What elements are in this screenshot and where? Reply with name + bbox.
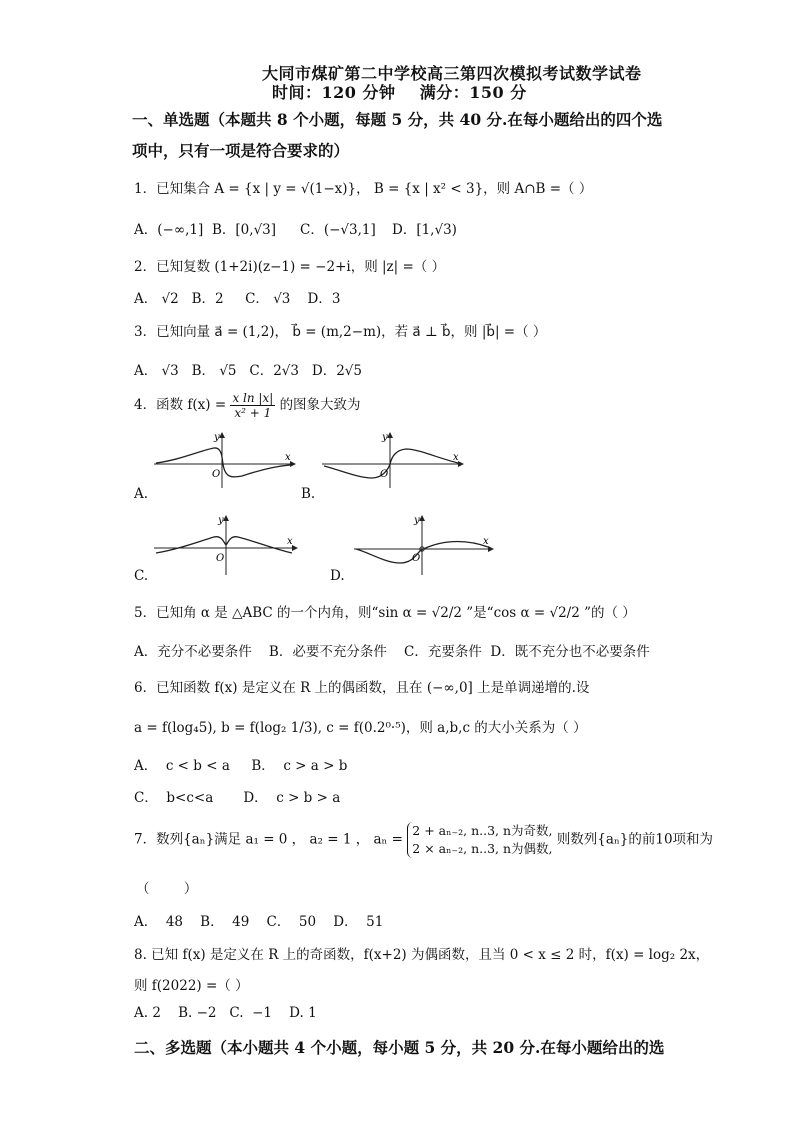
q4-label-b: B. xyxy=(301,486,316,502)
q4-d-x-label: x xyxy=(483,536,489,547)
q1-option-b: B．[0,√3] xyxy=(212,222,277,238)
q7-piecewise xyxy=(407,822,552,858)
q3-stem: 3．已知向量 a⃗ = (1,2)， b⃗ = (m,2−m)，若 a⃗ ⊥ b⃗，则 |b⃗| =（ ） xyxy=(134,324,547,340)
q7-stem-suffix: 则数列{aₙ}的前10项和为 xyxy=(556,831,714,848)
q4-label-c: C. xyxy=(134,568,149,584)
q6-stem-line2: a = f(log₄5), b = f(log₂ 1/3), c = f(0.2⁰·⁵)，则 a,b,c 的大小关系为（ ） xyxy=(134,720,587,736)
section-1-heading-cont: 项中，只有一项是符合要求的） xyxy=(132,141,350,160)
q4-c-y-label: y xyxy=(218,515,224,526)
q4-b-x-label: x xyxy=(453,452,459,463)
q4-d-y-label: y xyxy=(414,515,420,526)
q4-b-y-label: y xyxy=(382,432,388,443)
q4-stem-prefix: 4．函数 f(x) = xyxy=(134,397,227,413)
q4-graph-c xyxy=(150,513,305,577)
q6-options-row2: C． b<c<a D． c > b > a xyxy=(134,790,341,806)
q2-stem: 2．已知复数 (1+2i)(z−1) = −2+i，则 |z| =（ ） xyxy=(134,259,446,275)
q4-graph-d xyxy=(350,513,500,577)
q4-frac-den: x² + 1 xyxy=(234,406,272,420)
q4-stem xyxy=(134,391,361,420)
q4-a-x-label: x xyxy=(285,452,291,463)
q4-c-origin: O xyxy=(216,553,225,564)
q4-c-x-label: x xyxy=(287,536,293,547)
q6-stem-line1: 6．已知函数 f(x) 是定义在 R 上的偶函数，且在 (−∞,0] 上是单调递增的.设 xyxy=(134,680,590,696)
q4-b-origin: O xyxy=(380,469,389,480)
q1-option-d: D．[1,√3) xyxy=(392,222,457,238)
q7-blank: （ ） xyxy=(136,881,198,897)
q4-label-d: D. xyxy=(330,568,345,584)
q4-d-origin: O xyxy=(412,553,421,564)
q8-stem-line2: 则 f(2022) =（ ） xyxy=(134,978,249,994)
q7-stem-prefix: 7．数列{aₙ}满足 a₁ = 0 ， a₂ = 1 ， aₙ = xyxy=(134,831,403,848)
q4-graph-b xyxy=(318,430,468,490)
q5-stem: 5．已知角 α 是 △ABC 的一个内角，则“sin α = √2/2 ”是“cos α = √2/2 ”的（ ） xyxy=(134,605,636,621)
section-2-heading: 二、多选题（本小题共 4 个小题，每小题 5 分，共 20 分.在每小题给出的选 xyxy=(134,1038,665,1057)
q4-label-a: A. xyxy=(134,486,149,502)
q4-fraction xyxy=(230,391,275,420)
q4-graph-a xyxy=(150,430,300,490)
q4-stem-suffix: 的图象大致为 xyxy=(279,397,361,413)
q1-stem: 1．已知集合 A = {x | y = √(1−x)}， B = {x | x² < 3}，则 A∩B =（ ） xyxy=(134,181,593,197)
q4-a-origin: O xyxy=(212,469,221,480)
q8-stem-line1: 8. 已知 f(x) 是定义在 R 上的奇函数，f(x+2) 为偶函数，且当 0 < x ≤ 2 时，f(x) = log₂ 2x， xyxy=(134,947,710,963)
q1-option-a: A．(−∞,1] xyxy=(134,222,204,238)
q7-stem xyxy=(134,822,713,858)
exam-title: 大同市煤矿第二中学校高三第四次模拟考试数学试卷 xyxy=(262,64,642,83)
exam-subtitle: 时间：120 分钟 满分：150 分 xyxy=(272,83,527,102)
q8-options: A. 2 B. −2 C. −1 D. 1 xyxy=(134,1005,317,1021)
q4-a-y-label: y xyxy=(214,432,220,443)
q7-case-even: 2 × aₙ₋₂, n..3, n为偶数, xyxy=(412,841,553,856)
q2-options: A． √2 B．2 C． √3 D．3 xyxy=(134,291,341,307)
q5-options: A．充分不必要条件 B．必要不充分条件 C．充要条件 D．既不充分也不必要条件 xyxy=(134,644,650,660)
q1-option-c: C．(−√3,1] xyxy=(300,222,376,238)
q4-frac-num: x ln |x| xyxy=(232,391,274,405)
section-1-heading: 一、单选题（本题共 8 个小题，每题 5 分，共 40 分.在每小题给出的四个选 xyxy=(132,110,663,129)
q6-options-row1: A． c < b < a B． c > a > b xyxy=(134,758,348,774)
q7-case-odd: 2 + aₙ₋₂, n..3, n为奇数, xyxy=(412,823,553,838)
q7-options: A． 48 B． 49 C． 50 D． 51 xyxy=(134,914,384,930)
q3-options: A． √3 B． √5 C．2√3 D．2√5 xyxy=(134,363,362,379)
